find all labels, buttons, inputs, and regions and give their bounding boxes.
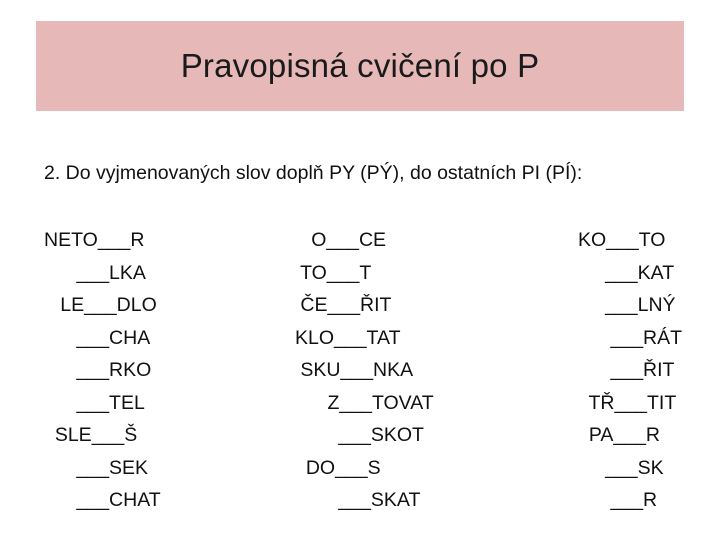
instruction-text: 2. Do vyjmenovaných slov doplň PY (PÝ), do ostatních PI (PÍ):	[44, 162, 583, 184]
word-item: SKU___NKA	[295, 359, 414, 381]
word-item: ___LKA	[44, 261, 146, 284]
word-item: ___SK	[578, 456, 664, 479]
word-item: ___SEK	[44, 456, 149, 479]
word-item: ___ŘIT	[578, 359, 675, 381]
word-item: ___CHAT	[44, 489, 161, 511]
word-item: ___RÁT	[578, 326, 683, 349]
word-item: PA___R	[578, 424, 661, 446]
word-item: O___CE	[295, 229, 387, 251]
word-item: ČE___ŘIT	[295, 294, 392, 316]
word-item: SLE___Š	[44, 424, 138, 446]
word-item: NETO___R	[44, 229, 145, 251]
word-item: Z___TOVAT	[295, 391, 434, 414]
word-item: ___KAT	[578, 261, 675, 284]
word-item: ___CHA	[44, 326, 151, 349]
word-item: TŘ___TIT	[578, 391, 677, 414]
word-item: ___RKO	[44, 359, 152, 381]
word-item: KO___TO	[578, 229, 666, 251]
word-item: TO___T	[295, 261, 372, 284]
word-column-1	[44, 224, 161, 517]
word-column-3	[578, 224, 682, 517]
title-banner	[36, 21, 684, 111]
word-item: ___LNÝ	[578, 294, 676, 316]
word-item: ___SKOT	[295, 424, 424, 446]
page-title: Pravopisná cvičení po P	[180, 47, 540, 84]
word-item: DO___S	[295, 456, 381, 479]
word-column-2	[295, 224, 434, 517]
word-item: ___R	[578, 489, 658, 511]
word-item: ___SKAT	[295, 489, 421, 511]
word-item: KLO___TAT	[295, 326, 401, 349]
word-item: LE___DLO	[44, 294, 157, 316]
word-item: ___TEL	[44, 391, 145, 414]
